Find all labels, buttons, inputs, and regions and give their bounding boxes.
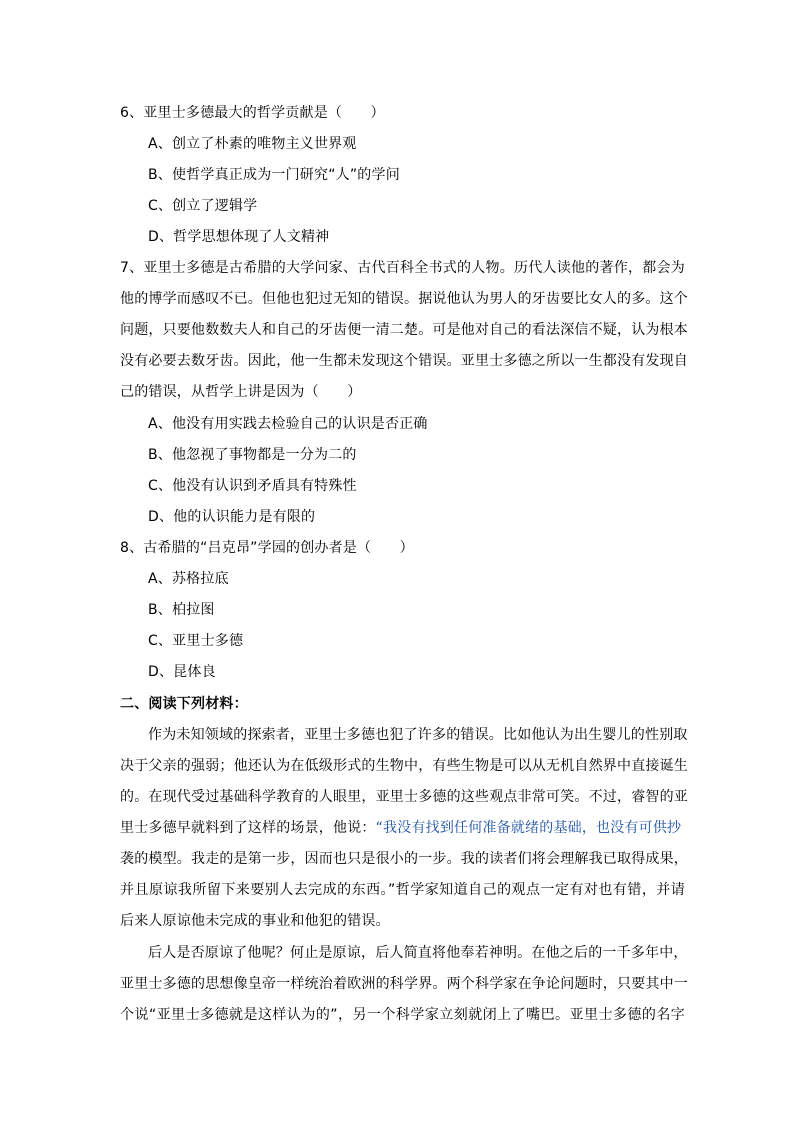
question-6-option-c: C、创立了逻辑学: [148, 198, 258, 214]
reading-paragraph-1-line: 决于父亲的强弱；他还认为在低级形式的生物中，有些生物是可以从无机自然界中直接诞生: [120, 758, 688, 774]
reading-paragraph-1-line: 作为未知领域的探索者，亚里士多德也犯了许多的错误。比如他认为出生婴儿的性别取: [148, 727, 688, 743]
reading-paragraph-1-line: [120, 818, 681, 838]
reading-paragraph-1-line: 并且原谅我所留下来要别人去完成的东西。”哲学家知道自己的观点一定有对也有错，并请: [120, 882, 685, 898]
question-7-option-b: B、他忽视了事物都是一分为二的: [148, 447, 357, 463]
question-8-option-d: D、昆体良: [148, 664, 216, 680]
question-7-option-d: D、他的认识能力是有限的: [148, 509, 316, 525]
aristotle-quote-text: “我没有找到任何准备就绪的基础，也没有可供抄: [375, 820, 682, 836]
reading-paragraph-1-line: 后来人原谅他未完成的事业和他犯的错误。: [120, 913, 390, 929]
question-6-option-b: B、使哲学真正成为一门研究“人”的学问: [148, 167, 400, 183]
reading-paragraph-2-line: 后人是否原谅了他呢？何止是原谅，后人简直将他奉若神明。在他之后的一千多年中，: [148, 945, 688, 961]
question-7-option-a: A、他没有用实践去检验自己的认识是否正确: [148, 416, 428, 432]
question-7-stem-line: 问题，只要他数数夫人和自己的牙齿便一清二楚。可是他对自己的看法深信不疑，认为根本: [120, 322, 688, 338]
question-7-stem-line: 没有必要去数牙齿。因此，他一生都未发现这个错误。亚里士多德之所以一生都没有发现自: [120, 353, 688, 369]
question-7-stem-line: 7、亚里士多德是古希腊的大学问家、古代百科全书式的人物。历代人读他的著作，都会为: [120, 260, 685, 276]
question-7-stem-line: 他的博学而感叹不已。但他也犯过无知的错误。据说他认为男人的牙齿要比女人的多。这个: [120, 291, 688, 307]
reading-paragraph-1-line: 的。在现代受过基础科学教育的人眼里，亚里士多德的这些观点非常可笑。不过，睿智的亚: [120, 789, 688, 805]
reading-text: 里士多德早就料到了这样的场景，他说：: [120, 820, 376, 836]
question-6-option-a: A、创立了朴素的唯物主义世界观: [148, 136, 357, 152]
reading-paragraph-1-line: 袭的模型。我走的是第一步，因而也只是很小的一步。我的读者们将会理解我已取得成果，: [120, 851, 688, 867]
reading-paragraph-2-line: 亚里士多德的思想像皇帝一样统治着欧洲的科学界。两个科学家在争论问题时，只要其中一: [120, 976, 688, 992]
question-8-option-b: B、柏拉图: [148, 602, 215, 618]
question-6-stem: 6、亚里士多德最大的哲学贡献是（ ）: [120, 105, 385, 121]
question-8-option-a: A、苏格拉底: [148, 571, 229, 587]
question-6-option-d: D、哲学思想体现了人文精神: [148, 229, 330, 245]
question-8-option-c: C、亚里士多德: [148, 633, 244, 649]
question-7-option-c: C、他没有认识到矛盾具有特殊性: [148, 478, 357, 494]
question-7-stem-line: 己的错误，从哲学上讲是因为（ ）: [120, 384, 362, 400]
reading-paragraph-2-line: 个说“亚里士多德就是这样认为的”，另一个科学家立刻就闭上了嘴巴。亚里士多德的名字: [120, 1007, 685, 1023]
question-8-stem: 8、古希腊的“吕克昂”学园的创办者是（ ）: [120, 540, 414, 556]
section-2-heading: 二、阅读下列材料：: [120, 696, 248, 712]
